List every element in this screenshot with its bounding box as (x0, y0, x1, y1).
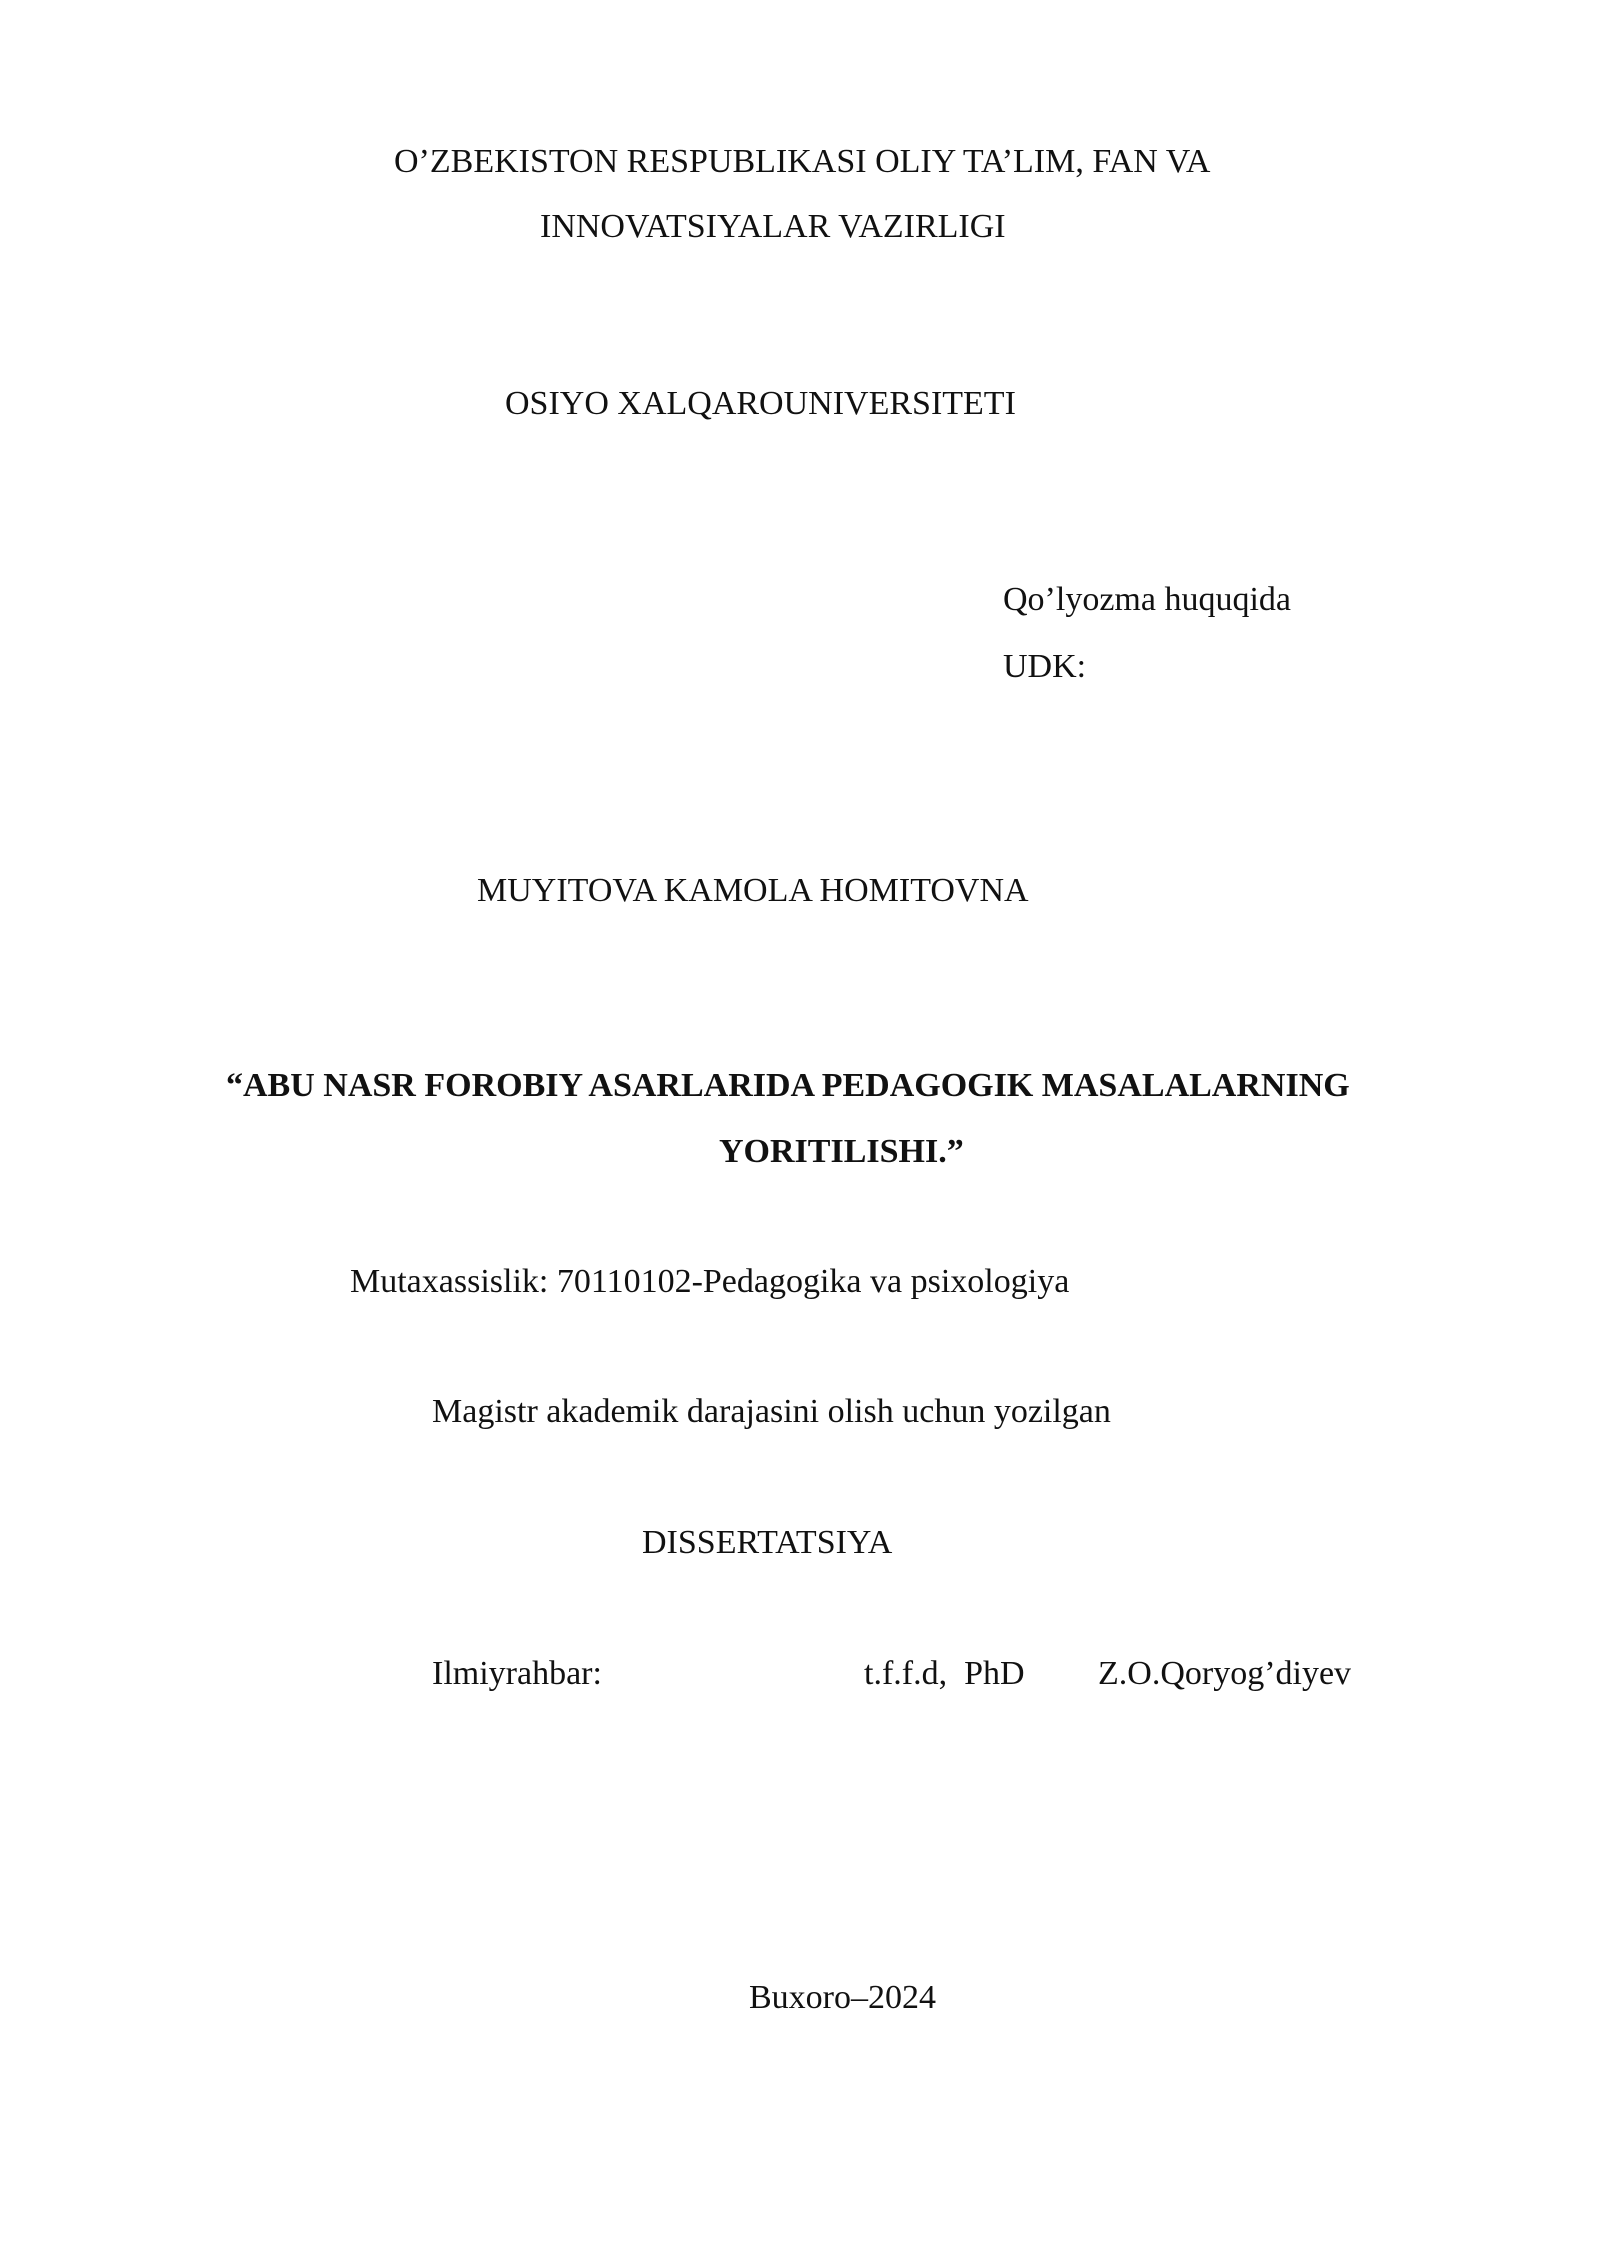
ministry-line-2: INNOVATSIYALAR VAZIRLIGI (540, 208, 1006, 245)
place-year: Buxoro–2024 (749, 1979, 936, 2016)
author-name: MUYITOVA KAMOLA HOMITOVNA (477, 872, 1029, 909)
ministry-line-1: O’ZBEKISTON RESPUBLIKASI OLIY TA’LIM, FAN VA (394, 143, 1211, 180)
udk-label: UDK: (1003, 648, 1087, 685)
supervisor-label: Ilmiyrahbar: (432, 1655, 602, 1692)
thesis-title-line-1: “ABU NASR FOROBIY ASARLARIDA PEDAGOGIK MASALALARNING (226, 1067, 1350, 1104)
manuscript-rights: Qo’lyozma huquqida (1003, 581, 1291, 618)
university-name: OSIYO XALQAROUNIVERSITETI (505, 385, 1016, 422)
supervisor-degree: t.f.f.d, PhD (864, 1655, 1025, 1692)
specialty: Mutaxassislik: 70110102-Pedagogika va psixologiya (350, 1263, 1070, 1300)
document-type: DISSERTATSIYA (642, 1524, 893, 1561)
thesis-title-line-2: YORITILISHI.” (719, 1133, 964, 1170)
supervisor-name: Z.O.Qoryog’diyev (1098, 1655, 1352, 1692)
degree-purpose: Magistr akademik darajasini olish uchun yozilgan (432, 1393, 1111, 1430)
